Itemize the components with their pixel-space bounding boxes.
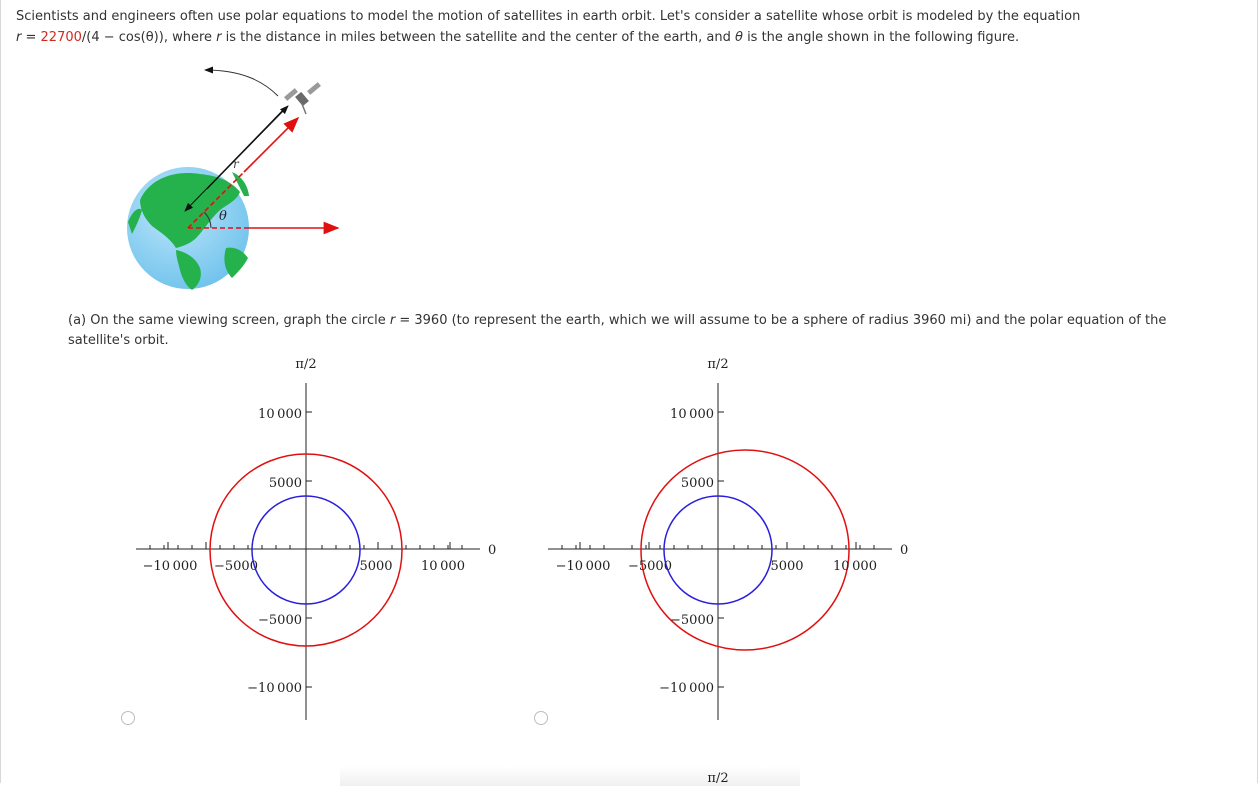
graph-2-zero-label: 0 (900, 543, 909, 558)
graph-1-y-label-5000: 5000 (268, 476, 302, 491)
distance-arrow-up (207, 106, 288, 189)
graph-1-zero-label: 0 (488, 543, 497, 558)
intro-line-1: Scientists and engineers often use polar equations to model the motion of satellites in earth orbit. Let's consider a satellite whose orbit is modeled by the equation (16, 9, 1081, 24)
question-prefix: (a) On the same viewing screen, graph the circle (68, 313, 390, 328)
theta-variable: θ (734, 30, 743, 45)
graph-2-y-label-5000: 5000 (680, 476, 714, 491)
question-r-variable: r (389, 313, 396, 328)
radius-arrow (244, 118, 298, 172)
frame-right-border (1257, 0, 1258, 783)
graph-1-pi-half-label: π/2 (295, 357, 317, 372)
equation-rest: /(4 − cos(θ)), where (81, 30, 217, 45)
intro-end-text: is the angle shown in the following figure. (742, 30, 1020, 45)
question-part-a (68, 311, 1228, 351)
graph-3-pi-half-label: π/2 (707, 771, 729, 783)
problem-intro (16, 6, 1080, 48)
graph-2-x-label-5000: 5000 (770, 559, 804, 574)
r-label: r (233, 157, 239, 171)
graph-option-2 (532, 350, 912, 730)
graph-1-x-label-neg-5000: −5000 (214, 559, 258, 574)
graph-1-axes (136, 383, 480, 720)
graph-option-1 (120, 350, 500, 730)
graph-1-y-label-neg-5000: −5000 (258, 613, 302, 628)
graph-1-x-label-5000: 5000 (359, 559, 393, 574)
equation-prefix: = (21, 30, 41, 45)
graph-2-x-label-neg-10000: −10 000 (555, 559, 611, 574)
graph-option-1-radio[interactable] (121, 711, 135, 725)
orbit-motion-arrow (205, 70, 278, 96)
question-text: = 3960 (to represent the earth, which we will assume to be a sphere of radius 3960 mi) and the polar equation of the satellite's orbit. (68, 313, 1167, 348)
satellite-icon (284, 82, 321, 114)
intro-mid-text: is the distance in miles between the satellite and the center of the earth, and (221, 30, 735, 45)
graph-1-x-label-10000: 10 000 (421, 559, 465, 574)
graph-2-y-label-10000: 10 000 (670, 407, 714, 422)
graph-2-x-label-neg-5000: −5000 (628, 559, 672, 574)
next-graph-label-partial (690, 768, 750, 783)
intro-line-2 (16, 27, 1080, 48)
graph-option-2-radio[interactable] (534, 711, 548, 725)
graph-1-y-label-neg-10000: −10 000 (247, 681, 302, 696)
equation-value: 22700 (40, 30, 82, 45)
theta-label: θ (219, 209, 227, 224)
graph-2-pi-half-label: π/2 (707, 357, 729, 372)
r-variable-2: r (216, 30, 222, 45)
graph-2-axes (548, 383, 892, 720)
graph-2-y-label-neg-10000: −10 000 (659, 681, 714, 696)
graph-2-y-label-neg-5000: −5000 (670, 613, 714, 628)
graph-2-x-label-10000: 10 000 (833, 559, 877, 574)
frame-left-border (0, 0, 1, 783)
graph-1-x-label-neg-10000: −10 000 (142, 559, 198, 574)
satellite-orbit-figure (120, 55, 360, 295)
graph-1-y-label-10000: 10 000 (258, 407, 302, 422)
r-variable: r (16, 30, 22, 45)
